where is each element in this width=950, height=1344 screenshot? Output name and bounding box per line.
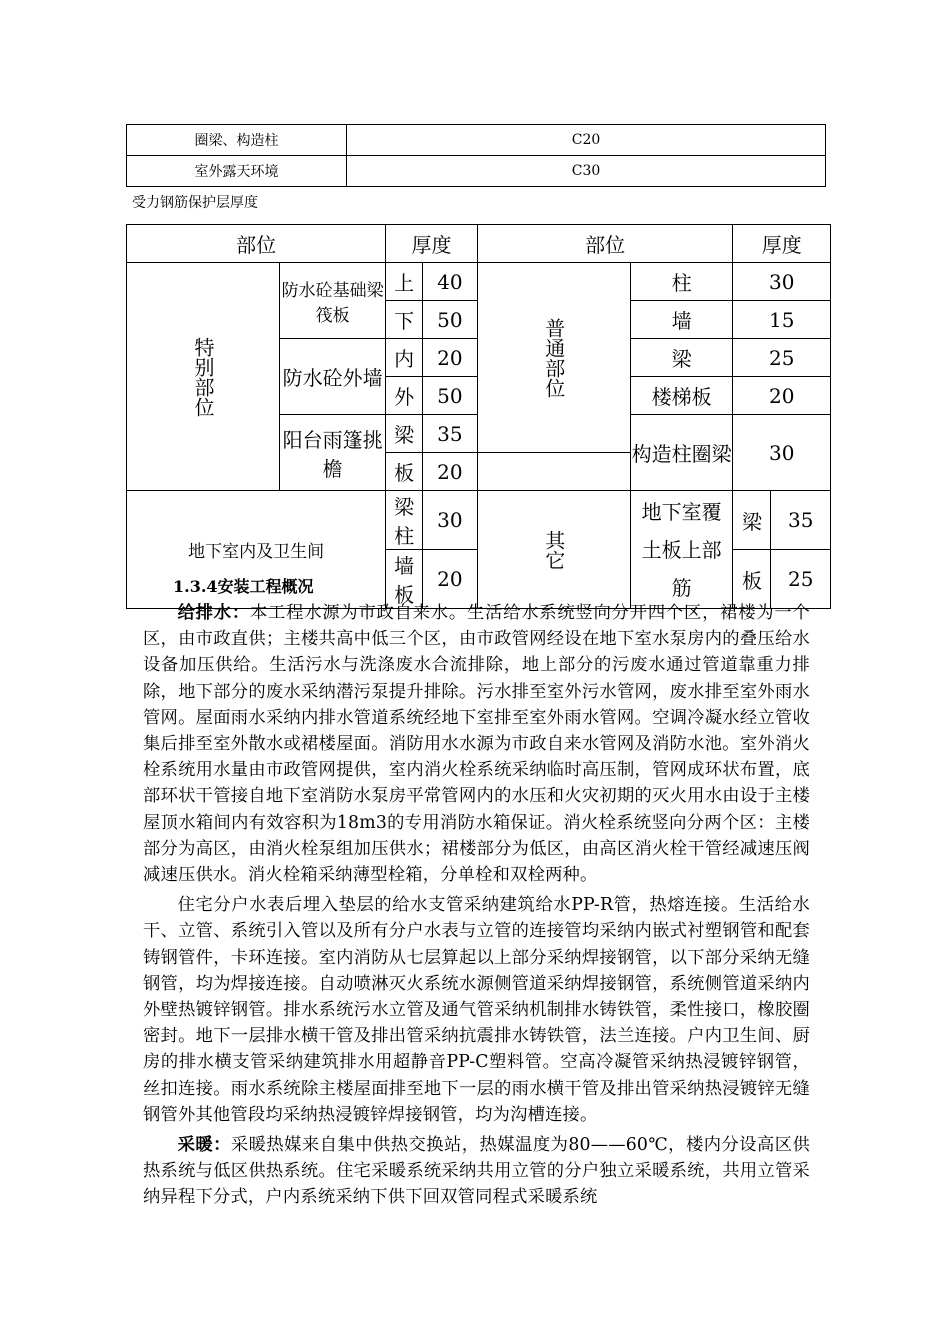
position-cell: 板 [386, 453, 423, 491]
special-name: 防水砼基础梁筏板 [280, 263, 386, 339]
part-cell: 圈梁、构造柱 [127, 125, 347, 156]
table-row [127, 125, 826, 156]
special-name: 阳台雨篷挑檐 [280, 415, 386, 491]
other-name: 地下室覆土板上部筋 [630, 491, 733, 609]
normal-name: 楼梯板 [630, 377, 733, 415]
water-label: 给排水： [177, 603, 250, 623]
normal-name: 梁 [630, 339, 733, 377]
thickness-cell: 30 [733, 415, 831, 491]
normal-label: 普通部位 [477, 263, 630, 453]
position-cell: 梁 [733, 491, 771, 550]
thickness-cell: 20 [733, 377, 831, 415]
thickness-cell: 35 [771, 491, 831, 550]
water-text: 本工程水源为市政自来水。生活给水系统竖向分开四个区，裙楼为一个区，由市政直供；主楼共高中低三个区，由市政管网经设在地下室水泵房内的叠压给水设备加压供给。生活污水与洗涤废水合流排除，地上部分的污废水通过管道靠重力排除，地下部分的废水采纳潜污泵提升排除。污水排至室外污水管网，废水排至室外雨水管网。屋面雨水采纳内排水管道系统经地下室排至室外雨水管网。空调冷凝水经立管收集后排至室外散水或裙楼屋面。消防用水水源为市政自来水管网及消防水池。室外消火栓系统用水量由市政管网提供，室内消火栓系统采纳临时高压制，管网成环状布置，底部环状干管接自地下室消防水泵房平常管网内的水压和火灾初期的灭火用水由设于主楼屋顶水箱间内有效容积为18m3的专用消防水箱保证。消火栓系统竖向分两个区：主楼部分为高区，由消火栓泵组加压供水；裙楼部分为低区，由高区消火栓干管经减速压阀减速压供水。消火栓箱采纳薄型栓箱，分单栓和双栓两种。 [143, 603, 810, 886]
thickness-cell: 30 [423, 491, 478, 550]
special-name: 地下室内及卫生间 [127, 491, 386, 609]
position-cell: 内 [386, 339, 423, 377]
cover-thickness-table [126, 224, 831, 609]
thickness-cell: 20 [423, 550, 478, 609]
table-caption: 受力钢筋保护层厚度 [132, 195, 258, 211]
position-cell: 梁柱 [386, 491, 423, 550]
part-cell: 室外露天环境 [127, 156, 347, 187]
concrete-grade-table [126, 124, 826, 187]
header-thickness: 厚度 [386, 225, 477, 263]
section-body [143, 574, 810, 1211]
thickness-cell: 50 [423, 301, 478, 339]
thickness-cell: 15 [733, 301, 831, 339]
pipe-paragraph: 住宅分户水表后埋入垫层的给水支管采纳建筑给水PP-R管，热熔连接。生活给水干、立管、系统引入管以及所有分户水表与立管的连接管均采纳内嵌式衬塑钢管和配套铸钢管件，卡环连接。室内消防从七层算起以上部分采纳焊接钢管，以下部分采纳无缝钢管，均为焊接连接。自动喷淋灭火系统水源侧管道采纳焊接钢管，系统侧管道采纳内外壁热镀锌钢管。排水系统污水立管及通气管采纳机制排水铸铁管，柔性接口，橡胶圈密封。地下一层排水横干管及排出管采纳抗震排水铸铁管，法兰连接。户内卫生间、厨房的排水横支管采纳建筑排水用超静音PP-C塑料管。空高冷凝管采纳热浸镀锌钢管，丝扣连接。雨水系统除主楼屋面排至地下一层的雨水横干管及排出管采纳热浸镀锌无缝钢管外其他管段均采纳热浸镀锌焊接钢管，均为沟槽连接。 [143, 895, 810, 1125]
thickness-cell: 30 [733, 263, 831, 301]
thickness-cell: 20 [423, 453, 478, 491]
thickness-cell: 25 [733, 339, 831, 377]
heating-label: 采暖： [177, 1135, 231, 1156]
normal-name: 柱 [630, 263, 733, 301]
other-label: 其它 [477, 491, 630, 609]
grade-cell: C20 [347, 125, 826, 156]
heating-text: 采暖热媒来自集中供热交换站，热媒温度为80——60℃，楼内分设高区供热系统与低区供热系统。住宅采暖系统采纳共用立管的分户独立采暖系统，共用立管采纳异程下分式，户内系统采纳下供下回双管同程式采暖系统 [143, 1135, 810, 1208]
water-paragraph [143, 600, 810, 888]
thickness-cell: 20 [423, 339, 478, 377]
heating-paragraph [143, 1132, 810, 1211]
special-name: 防水砼外墙 [280, 339, 386, 415]
normal-name: 构造柱圈梁 [630, 415, 733, 491]
section-heading: 1.3.4安装工程概况 [173, 577, 314, 596]
header-thickness-2: 厚度 [733, 225, 831, 263]
header-part: 部位 [127, 225, 386, 263]
special-label: 特别部位 [127, 263, 280, 491]
thickness-cell: 25 [771, 550, 831, 609]
position-cell: 外 [386, 377, 423, 415]
table-row [127, 156, 826, 187]
thickness-cell: 40 [423, 263, 478, 301]
header-row [127, 225, 831, 263]
position-cell: 上 [386, 263, 423, 301]
position-cell: 下 [386, 301, 423, 339]
position-cell: 墙板 [386, 550, 423, 609]
position-cell: 梁 [386, 415, 423, 453]
header-part-2: 部位 [477, 225, 733, 263]
table-row [127, 263, 831, 301]
position-cell: 板 [733, 550, 771, 609]
thickness-cell: 50 [423, 377, 478, 415]
normal-name: 墙 [630, 301, 733, 339]
grade-cell: C30 [347, 156, 826, 187]
thickness-cell: 35 [423, 415, 478, 453]
table-row [127, 491, 831, 550]
